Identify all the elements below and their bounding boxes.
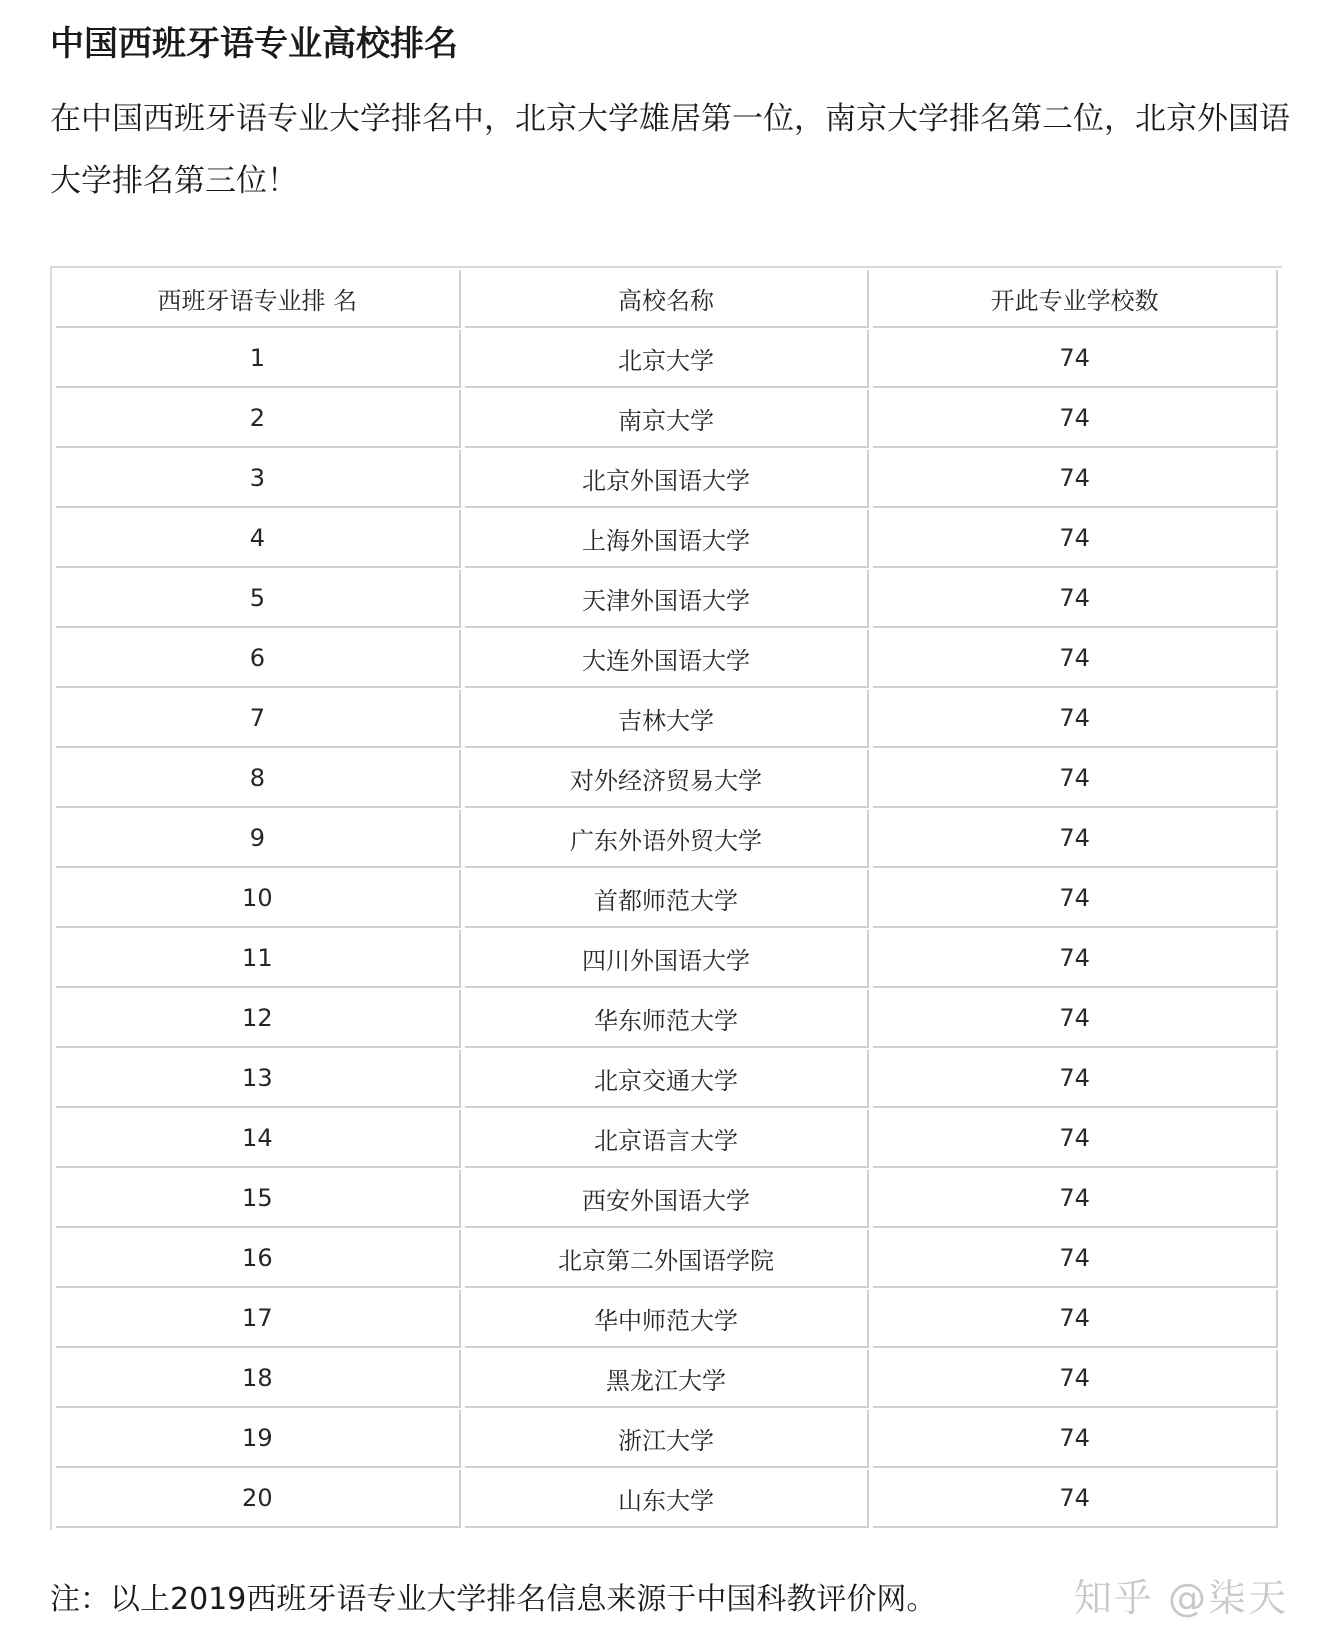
cell-count: 74 (873, 630, 1278, 688)
cell-count: 74 (873, 870, 1278, 928)
cell-count: 74 (873, 390, 1278, 448)
cell-school: 上海外国语大学 (465, 510, 870, 568)
cell-count: 74 (873, 1470, 1278, 1528)
table-header (56, 270, 1278, 328)
ranking-table (52, 268, 1282, 1530)
cell-school: 北京大学 (465, 330, 870, 388)
cell-count: 74 (873, 1230, 1278, 1288)
table-row (56, 1290, 1278, 1348)
cell-rank: 15 (56, 1170, 461, 1228)
cell-school: 华中师范大学 (465, 1290, 870, 1348)
cell-school: 南京大学 (465, 390, 870, 448)
cell-school: 华东师范大学 (465, 990, 870, 1048)
cell-school: 北京外国语大学 (465, 450, 870, 508)
cell-school: 对外经济贸易大学 (465, 750, 870, 808)
table-row (56, 1410, 1278, 1468)
table-row (56, 690, 1278, 748)
zhihu-watermark: 知乎 @柒天 (1073, 1576, 1288, 1620)
cell-rank: 2 (56, 390, 461, 448)
cell-rank: 5 (56, 570, 461, 628)
cell-school: 北京第二外国语学院 (465, 1230, 870, 1288)
intro-paragraph: 在中国西班牙语专业大学排名中，北京大学雄居第一位，南京大学排名第二位，北京外国语大学排名第三位！ (50, 101, 1290, 199)
cell-count: 74 (873, 810, 1278, 868)
table-row (56, 390, 1278, 448)
table-row (56, 1230, 1278, 1288)
cell-count: 74 (873, 1290, 1278, 1348)
cell-count: 74 (873, 930, 1278, 988)
table-row (56, 510, 1278, 568)
table-row (56, 870, 1278, 928)
table-body (56, 330, 1278, 1528)
table-header-row (56, 270, 1278, 328)
cell-school: 山东大学 (465, 1470, 870, 1528)
cell-rank: 3 (56, 450, 461, 508)
cell-rank: 12 (56, 990, 461, 1048)
table-row (56, 630, 1278, 688)
cell-school: 黑龙江大学 (465, 1350, 870, 1408)
cell-school: 大连外国语大学 (465, 630, 870, 688)
cell-rank: 16 (56, 1230, 461, 1288)
cell-count: 74 (873, 750, 1278, 808)
table-row (56, 330, 1278, 388)
cell-count: 74 (873, 510, 1278, 568)
cell-rank: 4 (56, 510, 461, 568)
cell-school: 浙江大学 (465, 1410, 870, 1468)
cell-school: 首都师范大学 (465, 870, 870, 928)
source-note: 注：以上2019西班牙语专业大学排名信息来源于中国科教评价网。 (50, 1582, 937, 1617)
cell-school: 北京语言大学 (465, 1110, 870, 1168)
cell-count: 74 (873, 570, 1278, 628)
table-row (56, 750, 1278, 808)
table-row (56, 1050, 1278, 1108)
cell-count: 74 (873, 450, 1278, 508)
cell-rank: 10 (56, 870, 461, 928)
cell-school: 天津外国语大学 (465, 570, 870, 628)
cell-rank: 14 (56, 1110, 461, 1168)
cell-rank: 19 (56, 1410, 461, 1468)
cell-rank: 20 (56, 1470, 461, 1528)
cell-count: 74 (873, 330, 1278, 388)
ranking-table-container (50, 266, 1282, 1530)
table-row (56, 1350, 1278, 1408)
table-row (56, 1470, 1278, 1528)
table-row (56, 570, 1278, 628)
cell-school: 吉林大学 (465, 690, 870, 748)
cell-rank: 18 (56, 1350, 461, 1408)
cell-rank: 8 (56, 750, 461, 808)
cell-school: 北京交通大学 (465, 1050, 870, 1108)
cell-school: 四川外国语大学 (465, 930, 870, 988)
header-rank: 西班牙语专业排 名 (56, 270, 461, 328)
cell-school: 广东外语外贸大学 (465, 810, 870, 868)
table-row (56, 810, 1278, 868)
cell-count: 74 (873, 1410, 1278, 1468)
cell-rank: 13 (56, 1050, 461, 1108)
table-row (56, 450, 1278, 508)
cell-rank: 9 (56, 810, 461, 868)
cell-rank: 6 (56, 630, 461, 688)
cell-count: 74 (873, 1050, 1278, 1108)
page-title: 中国西班牙语专业高校排名 (50, 24, 458, 64)
table-row (56, 1170, 1278, 1228)
cell-school: 西安外国语大学 (465, 1170, 870, 1228)
table-row (56, 990, 1278, 1048)
table-row (56, 1110, 1278, 1168)
cell-count: 74 (873, 1170, 1278, 1228)
cell-count: 74 (873, 690, 1278, 748)
header-school: 高校名称 (465, 270, 870, 328)
cell-rank: 7 (56, 690, 461, 748)
cell-rank: 1 (56, 330, 461, 388)
cell-rank: 17 (56, 1290, 461, 1348)
cell-count: 74 (873, 990, 1278, 1048)
cell-count: 74 (873, 1350, 1278, 1408)
cell-count: 74 (873, 1110, 1278, 1168)
header-count: 开此专业学校数 (873, 270, 1278, 328)
table-row (56, 930, 1278, 988)
cell-rank: 11 (56, 930, 461, 988)
